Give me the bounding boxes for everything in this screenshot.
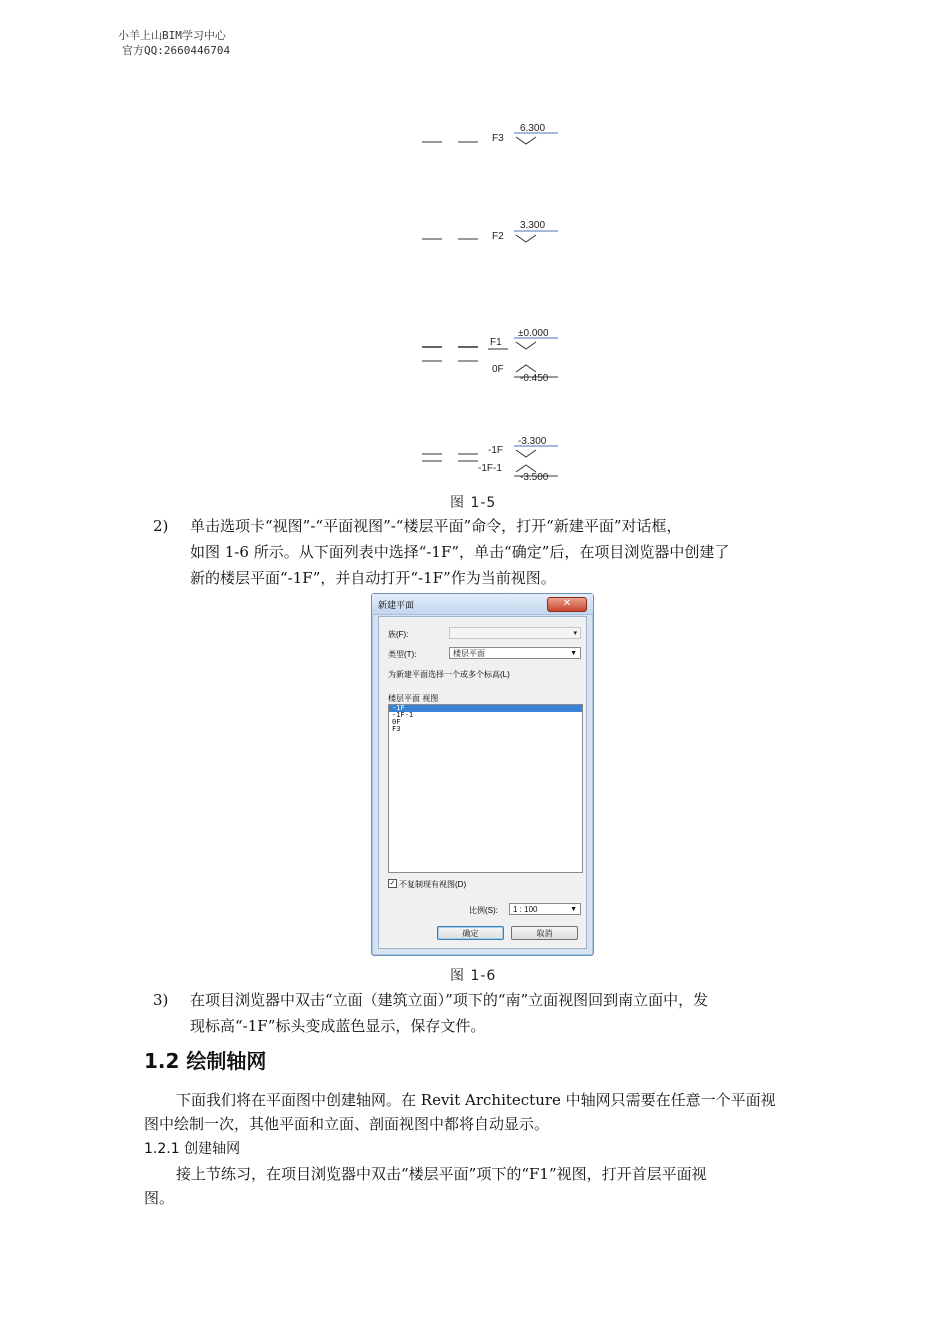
level-name: F3 — [492, 133, 504, 144]
section-paragraph-1-line-1: 下面我们将在平面图中创建轴网。在 Revit Architecture 中轴网只需要在任意一个平面视 — [176, 1091, 776, 1109]
header-line-1: 小羊上山BIM学习中心 — [118, 29, 226, 42]
chevron-down-icon: ▼ — [570, 906, 577, 913]
step-3-line-2: 现标高“-1F”标头变成蓝色显示，保存文件。 — [190, 1017, 486, 1035]
level-elevation: -0.450 — [520, 373, 549, 384]
step-2-line-2: 如图 1-6 所示。从下面列表中选择“-1F”，单击“确定”后，在项目浏览器中创建了 — [190, 543, 730, 561]
scale-value: 1 : 100 — [513, 905, 538, 914]
section-heading: 1.2 绘制轴网 — [144, 1049, 267, 1073]
dialog-title: 新建平面 — [378, 600, 415, 610]
elevation-figure — [418, 118, 578, 488]
scale-select[interactable] — [509, 903, 581, 915]
step-2-line-1: 单击选项卡“视图”-“平面视图”-“楼层平面”命令，打开“新建平面”对话框， — [190, 517, 682, 535]
scope-label: 族(F): — [388, 630, 409, 639]
checkbox-label: 不复制现有视图(D) — [399, 880, 467, 889]
subsection-heading: 1.2.1 创建轴网 — [144, 1141, 241, 1157]
level-elevation: -3.500 — [520, 472, 549, 483]
list-item[interactable]: 0F — [392, 718, 401, 726]
level-elevation: 3.300 — [520, 220, 546, 231]
type-value: 楼层平面 — [453, 649, 485, 658]
ok-button[interactable]: 确定 — [437, 926, 504, 940]
cancel-button[interactable]: 取消 — [511, 926, 578, 940]
chevron-down-icon: ▼ — [570, 650, 577, 657]
figure-1-5-caption: 图 1-5 — [450, 495, 497, 511]
header-line-2: 官方QQ:2660446704 — [122, 44, 231, 57]
type-label: 类型(T): — [388, 650, 417, 659]
new-plan-dialog — [371, 593, 594, 956]
list-header: 楼层平面 视图 — [388, 694, 439, 703]
level-elevation: 6.300 — [520, 123, 546, 134]
level-elevation: -3.300 — [518, 436, 547, 447]
level-name: -1F-1 — [478, 463, 502, 474]
section-paragraph-2-line-2: 图。 — [144, 1189, 175, 1207]
list-item[interactable]: F3 — [392, 725, 401, 733]
close-icon[interactable]: ✕ — [547, 597, 587, 612]
step-2-number: 2) — [153, 517, 169, 535]
section-paragraph-1-line-2: 图中绘制一次，其他平面和立面、剖面视图中都将自动显示。 — [144, 1115, 550, 1133]
step-3-number: 3) — [153, 991, 169, 1009]
level-name: 0F — [492, 364, 504, 375]
level-elevation: ±0.000 — [518, 328, 549, 339]
figure-1-6-caption: 图 1-6 — [450, 968, 497, 984]
level-name: F1 — [490, 337, 502, 348]
section-paragraph-2-line-1: 接上节练习，在项目浏览器中双击“楼层平面”项下的“F1”视图，打开首层平面视 — [176, 1165, 707, 1183]
type-select[interactable] — [449, 647, 581, 659]
step-2-line-3: 新的楼层平面“-1F”，并自动打开“-1F”作为当前视图。 — [190, 569, 556, 587]
level-name: -1F — [488, 445, 503, 456]
scale-label: 比例(S): — [469, 906, 498, 915]
list-item[interactable]: -1F-1 — [392, 711, 414, 719]
step-3-line-1: 在项目浏览器中双击“立面（建筑立面）”项下的“南”立面视图回到南立面中，发 — [190, 991, 709, 1009]
level-name: F2 — [492, 231, 504, 242]
chevron-down-icon: ▾ — [573, 630, 577, 637]
dialog-titlebar — [372, 594, 593, 615]
no-duplicate-checkbox[interactable]: ✓ — [389, 880, 396, 887]
dialog-body — [378, 616, 587, 949]
watermark-header — [118, 28, 230, 58]
level-prompt: 为新建平面选择一个或多个标高(L) — [388, 670, 510, 679]
level-list[interactable] — [388, 704, 583, 873]
list-item[interactable]: -1F — [389, 705, 582, 712]
scope-select[interactable] — [449, 627, 581, 639]
